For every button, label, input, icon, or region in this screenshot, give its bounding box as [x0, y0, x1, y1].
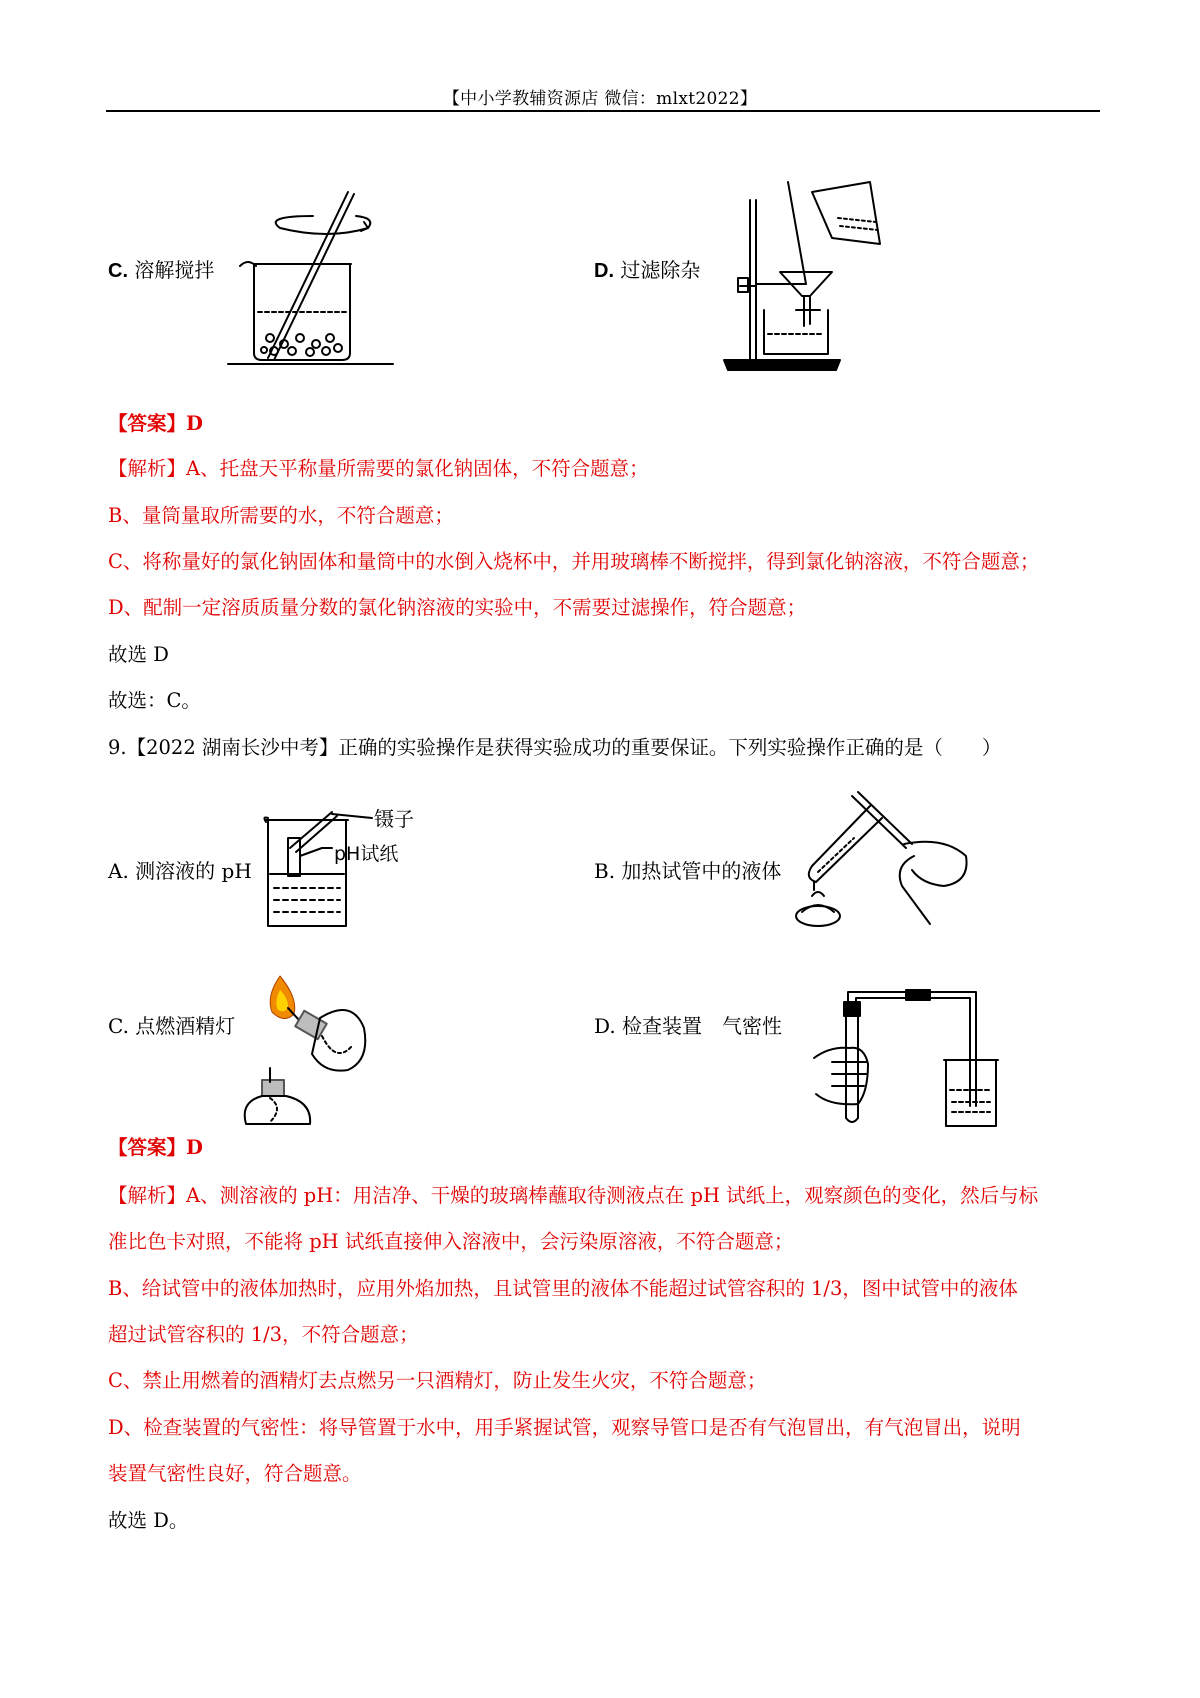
q9-option-d-text: D. 检查装置 气密性 — [594, 1014, 783, 1038]
q9-option-c-text: C. 点燃酒精灯 — [108, 1014, 236, 1038]
airtightness-check-diagram — [810, 966, 1010, 1128]
q9-choose: 故选 D。 — [108, 1509, 189, 1532]
heating-test-tube-diagram — [794, 786, 984, 936]
q8-analysis-line: 【解析】A、托盘天平称量所需要的氯化钠固体，不符合题意； — [108, 457, 649, 480]
q9-analysis-line: 准比色卡对照，不能将 pH 试纸直接伸入溶液中，会污染原溶液，不符合题意； — [108, 1230, 794, 1253]
q8-option-d — [594, 256, 700, 285]
q8-option-c — [108, 256, 214, 285]
q8-answer: 【答案】D — [108, 412, 203, 435]
q8-option-c-text: 溶解搅拌 — [134, 258, 215, 282]
header-rule — [106, 110, 1100, 112]
q8-choose-2: 故选：C。 — [108, 689, 201, 712]
q8-choose: 故选 D — [108, 643, 169, 666]
ph-paper-label: pH试纸 — [334, 843, 399, 865]
ph-test-diagram — [262, 808, 442, 938]
q8-analysis-line: C、将称量好的氯化钠固体和量筒中的水倒入烧杯中，并用玻璃棒不断搅拌，得到氯化钠溶液，不符合题意； — [108, 550, 1040, 573]
q8-option-c-letter: C. — [108, 260, 128, 282]
beaker-stirring-diagram — [218, 188, 398, 368]
q9-analysis-line: 超过试管容积的 1/3，不符合题意； — [108, 1323, 419, 1346]
page-header: 【中小学教辅资源店 微信：mlxt2022】 — [442, 89, 758, 109]
q9-option-a-text: A. 测溶液的 pH — [108, 859, 252, 883]
q9-stem: 9.【2022 湖南长沙中考】正确的实验操作是获得实验成功的重要保证。下列实验操作正确的是（ ） — [108, 736, 1002, 759]
q9-analysis-line: 装置气密性良好，符合题意。 — [108, 1462, 362, 1485]
q9-analysis-line: C、禁止用燃着的酒精灯去点燃另一只酒精灯，防止发生火灾，不符合题意； — [108, 1369, 767, 1392]
q8-analysis-line: D、配制一定溶质质量分数的氯化钠溶液的实验中，不需要过滤操作，符合题意； — [108, 596, 807, 619]
tweezers-label: 镊子 — [374, 807, 414, 831]
q9-analysis-line: B、给试管中的液体加热时，应用外焰加热，且试管里的液体不能超过试管容积的 1/3，图中试管中的液体 — [108, 1277, 1018, 1300]
q8-option-d-text: 过滤除杂 — [620, 258, 701, 282]
lighting-alcohol-lamp-diagram — [240, 976, 380, 1126]
q9-answer: 【答案】D — [108, 1136, 203, 1159]
q9-analysis-line: D、检查装置的气密性：将导管置于水中，用手紧握试管，观察导管口是否有气泡冒出，有气泡冒出，说明 — [108, 1416, 1021, 1439]
q9-analysis-line: 【解析】A、测溶液的 pH：用洁净、干燥的玻璃棒蘸取待测液点在 pH 试纸上，观察颜色的变化，然后与标 — [108, 1184, 1039, 1207]
filtration-apparatus-diagram — [720, 174, 890, 374]
q8-analysis-line: B、量筒量取所需要的水，不符合题意； — [108, 504, 454, 527]
q8-option-d-letter: D. — [594, 260, 614, 282]
q9-option-b-text: B. 加热试管中的液体 — [594, 859, 782, 883]
